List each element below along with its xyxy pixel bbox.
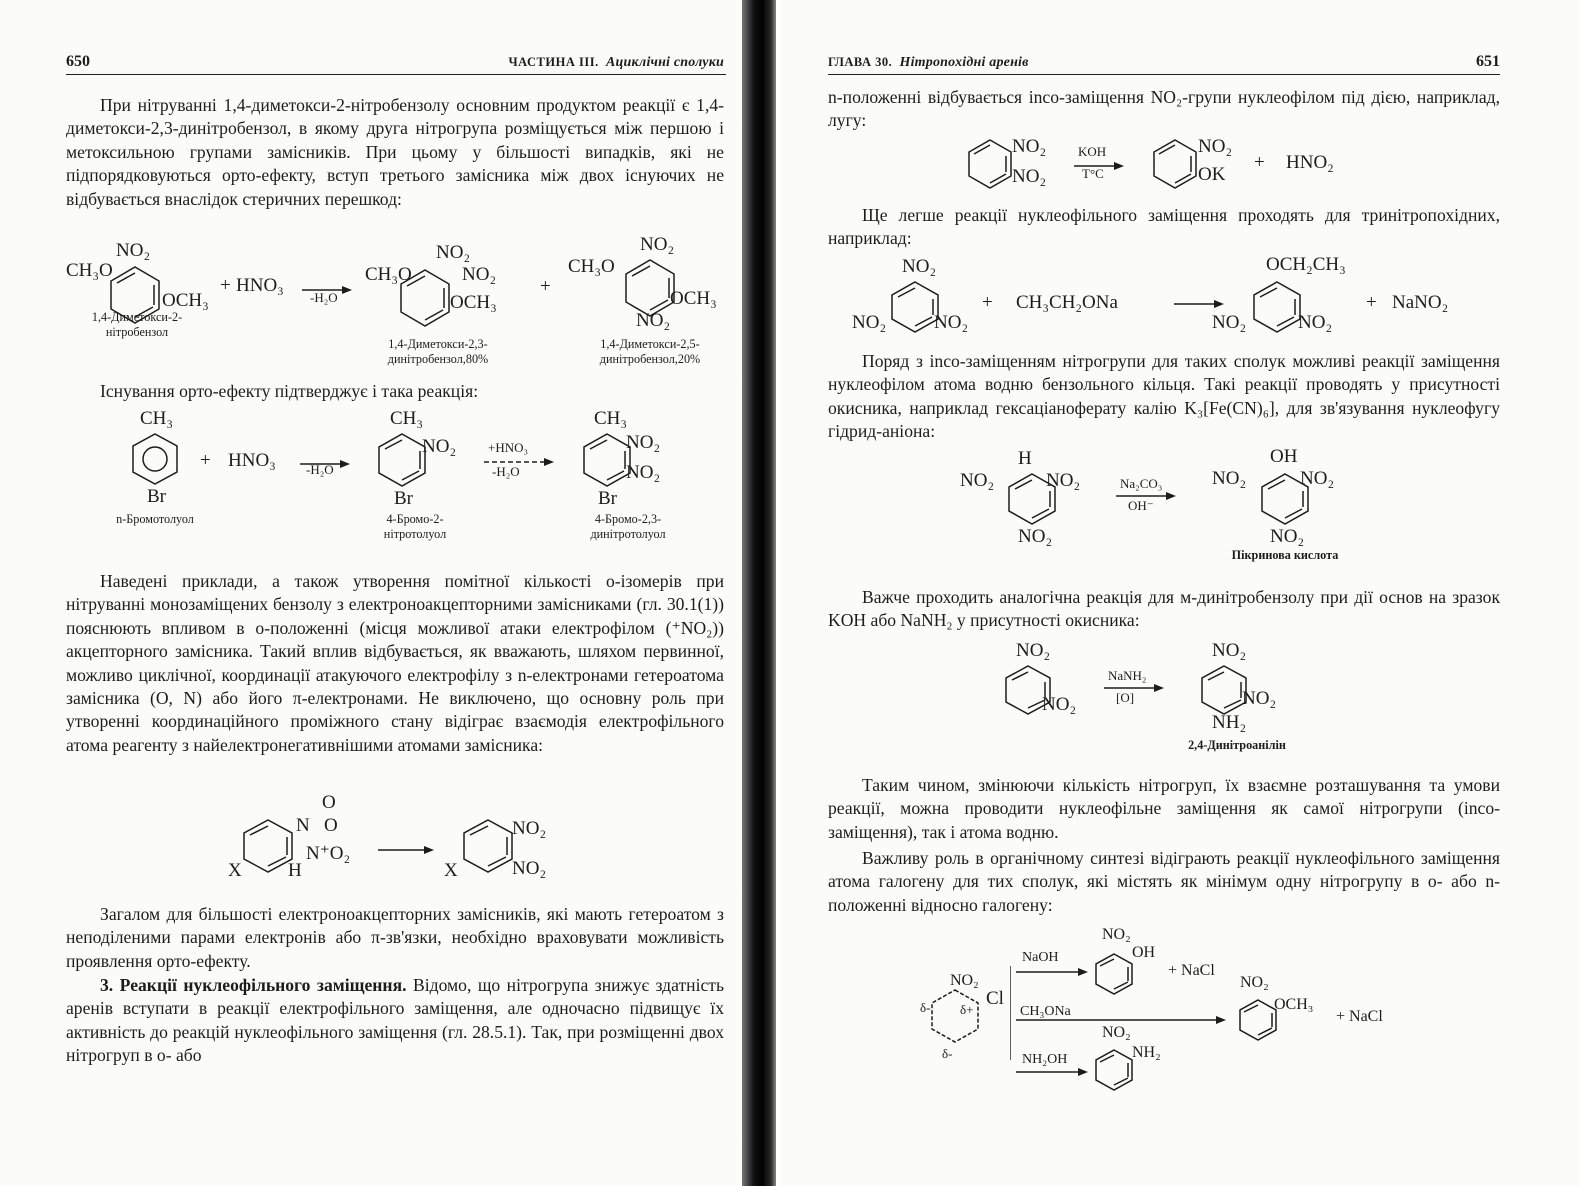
ch3o-label: CH₃O (66, 260, 113, 281)
no2-label: NO₂ (950, 972, 979, 989)
plus-sign: + (200, 450, 211, 471)
no2-label: NO₂ (934, 312, 969, 333)
reactant-caption: 1,4-Диметокси-2-нітробензол (91, 310, 183, 339)
right-paragraph-2: Ще легше реакції нуклеофільного заміщення проходять для тринітропохідних, наприклад: (828, 205, 1500, 249)
right-paragraph-6: Важливу роль в органічному синтезі відіграють реакції нуклеофільного заміщення атома галогену для тих сполук, які містять як мінімум одну нітрогрупу в o- або n-положенні відносно галогену: (828, 848, 1500, 915)
reagent-top: Na₂CO₃ (1120, 476, 1163, 491)
o-label: O (324, 815, 338, 836)
x-label: X (228, 860, 242, 881)
left-paragraph-3: Наведені приклади, а також утворення помітної кількості o-ізомерів при нітруванні монозаміщених бензолу з електроноакцепторними замісниками (гл. 30.1(1)) пояснюють впливом в o-положенні (місця можливої атаки електрофілом (⁺NO₂)) акцепторного замісника. Такий вплив відбувається, як вважають, шляхом первинної, можливо циклічної, координації атакуючого електрофілу з n-електронами гетероатома замісника (O, N) або його π-електронами. Не виключено, що основну роль при утворенні координаційного проміжного стану відіграє взаємодія електрофільного атома реагенту з найелектронегативнішими атомами замісника: (66, 571, 724, 755)
right-paragraph-3: Поряд з іnсо-заміщенням нітрогрупи для таких сполук можливі реакції заміщення нуклеофілом атома водню бензольного кільця. Такі реакції проводять у присутності окисника, наприклад гексаціаноферату калію K₃[Fe(CN)₆], для зв'язування нуклеофугу гідрид-аніона: (828, 351, 1500, 442)
benzene-ring-8 (460, 818, 516, 874)
ch3ona-reagent: CH₃ONa (1020, 1004, 1071, 1019)
plus-sign: + (540, 276, 551, 297)
benzene-ring-5 (375, 432, 429, 488)
no2-label: NO₂ (636, 310, 671, 331)
ok-label: OK (1198, 164, 1226, 185)
nacl-label: + NaCl (1168, 962, 1215, 979)
section-heading: 3. Реакції нуклеофільного заміщення. (100, 975, 407, 995)
reaction-arrow (1016, 966, 1088, 978)
ch3-label: CH₃ (390, 408, 424, 429)
delta-minus-label: δ- (920, 1000, 931, 1015)
no2-label: NO₂ (1242, 688, 1277, 709)
h-label: H (1018, 448, 1032, 469)
no2-label: NO₂ (512, 818, 547, 839)
koh-reagent: KOH (1078, 144, 1107, 159)
benzene-ring-r10 (1092, 952, 1136, 996)
plus-sign: + (1254, 152, 1265, 173)
och3-label: OCH₃ (450, 292, 497, 313)
no2-label: NO₂ (1270, 526, 1305, 547)
br-label: Br (147, 486, 166, 507)
no2-label: NO₂ (1300, 468, 1335, 489)
h-label: H (288, 860, 302, 881)
left-paragraph-4: Загалом для більшості електроноакцепторних замісників, які мають гетероатом з неподіленими парами електронів або π-зв'язки, необхідно враховувати можливість проявлення орто-ефекту. (66, 904, 724, 971)
nano2-label: NaNO₂ (1392, 292, 1449, 313)
reagent-bottom: OH⁻ (1128, 498, 1154, 513)
no2-label: NO₂ (960, 470, 995, 491)
reaction-arrow (378, 844, 434, 856)
left-paragraph-2: Існування орто-ефекту підтверджує і така реакція: (100, 381, 479, 401)
no2-label: NO₂ (1016, 640, 1051, 661)
reaction-arrow (1016, 1066, 1088, 1078)
reagent-bottom: -H₂O (492, 464, 520, 479)
nacl-label: + NaCl (1336, 1008, 1383, 1025)
reagent-top: +HNO₃ (488, 440, 529, 455)
no2-label: NO₂ (902, 256, 937, 277)
no2-label: NO₂ (1212, 312, 1247, 333)
n-label: N (296, 815, 310, 836)
x-label: X (444, 860, 458, 881)
no2-label: NO₂ (1198, 136, 1233, 157)
no2-label: NO₂ (422, 436, 457, 457)
o-label: O (322, 792, 336, 813)
no2-label: NO₂ (626, 432, 661, 453)
no2-label: NO₂ (116, 240, 151, 261)
no2-label: NO₂ (1018, 526, 1053, 547)
reagent-bottom: [O] (1116, 690, 1135, 705)
delta-plus-label: δ+ (960, 1002, 974, 1017)
br-label: Br (394, 488, 413, 509)
benzene-ring-r1 (965, 138, 1015, 188)
right-chapter-title: ГЛАВА 30. Нітропохідні аренів (828, 55, 1029, 70)
ethoxide-reagent: CH₃CH₂ONa (1016, 292, 1118, 313)
right-running-head (828, 52, 1500, 75)
no2-label: NO₂ (852, 312, 887, 333)
no2-label: NO₂ (512, 858, 547, 879)
benzene-ring-r12 (1092, 1048, 1136, 1092)
no2-label: NO₂ (1298, 312, 1333, 333)
left-paragraph-1: При нітруванні 1,4-диметокси-2-нітробензолу основним продуктом реакції є 1,4-диметокси-2,3-динітробензол, в якому друга нітрогрупа розміщується між першою і метоксильною групами замісників. При цьому у більшості випадків, які не підпорядковуються орто-ефекту, вступ третього замісника між двох існуючих не відбувається внаслідок стеричних перешкод: (66, 95, 724, 209)
reactant-caption: n-Бромотолуол (116, 512, 194, 526)
no2-label: NO₂ (1042, 694, 1077, 715)
no2-label: NO₂ (640, 234, 675, 255)
no2-label: NO₂ (462, 264, 497, 285)
och3-label: OCH₃ (670, 288, 717, 309)
br-label: Br (598, 488, 617, 509)
no2-label: NO₂ (1240, 974, 1269, 991)
naoh-reagent: NaOH (1022, 950, 1059, 965)
plus-sign: + (220, 275, 231, 296)
och3-label: OCH₃ (162, 290, 209, 311)
reagent-top: NaNH₂ (1108, 668, 1147, 683)
oh-label: OH (1132, 944, 1156, 961)
minus-h2o-label: -H₂O (306, 462, 334, 477)
no2-label: NO₂ (1012, 136, 1047, 157)
no2-label: NO₂ (436, 242, 471, 263)
no2-label: NO₂ (1102, 926, 1131, 943)
no2-label: NO₂ (1102, 1024, 1131, 1041)
book-spine (742, 0, 776, 1186)
right-paragraph-5: Таким чином, змінюючи кількість нітрогруп, їх взаємне розташування та умови реакції, можна проводити нуклеофільне заміщення як самої нітрогрупи (іnсо-заміщення), так і атома водню. (828, 775, 1500, 842)
ch3o-label: CH₃O (365, 264, 412, 285)
right-paragraph-1: n-положенні відбувається іnсо-заміщення NO₂-групи нуклеофілом під дією, наприклад, лугу: (828, 87, 1500, 131)
benzene-ring-r4 (1250, 280, 1304, 334)
dinitroaniline-caption: 2,4-Динітроанілін (1188, 738, 1286, 752)
product1-caption: 4-Бромо-2-нітротолуол (383, 512, 447, 541)
ethoxy-label: OCH₂CH₃ (1266, 254, 1346, 275)
right-page (780, 0, 1580, 1186)
temperature-label: T°C (1082, 166, 1104, 181)
benzene-ring-r9 (928, 988, 982, 1044)
plus-sign: + (1366, 292, 1377, 313)
no2-label: NO₂ (1212, 468, 1247, 489)
no2-label: NO₂ (1046, 470, 1081, 491)
product2-caption: 4-Бромо-2,3-динітротолуол (590, 512, 666, 541)
nh2-label: NH₂ (1212, 712, 1247, 733)
left-paragraph-5: 3. Реакції нуклеофільного заміщення. Відомо, що нітрогрупа знижує здатність аренів вступати в реакції електрофільного заміщення, але одночасно підвищує їх активність до реакцій нуклеофільного заміщення (гл. 28.5.1). Так, при розміщенні двох нітрогруп в o- або (66, 975, 724, 1066)
no2-label: NO₂ (1212, 640, 1247, 661)
picric-acid-caption: Пікринова кислота (1231, 548, 1339, 562)
ch3-label: CH₃ (594, 408, 628, 429)
nh2-label: NH₂ (1132, 1044, 1161, 1061)
benzene-ring-4 (130, 432, 180, 486)
nh2oh-reagent: NH₂OH (1022, 1052, 1068, 1067)
no2-label: NO₂ (626, 462, 661, 483)
oh-label: OH (1270, 446, 1298, 467)
ch3o-label: CH₃O (568, 256, 615, 277)
benzene-ring-r2 (1150, 138, 1200, 188)
left-page-number: 650 (66, 53, 90, 70)
minus-h2o-label: -H₂O (310, 290, 338, 305)
left-page (0, 0, 750, 1186)
reaction-arrow (1174, 298, 1224, 310)
delta-minus-label: δ- (942, 1046, 953, 1061)
cl-label: Cl (986, 988, 1004, 1009)
product2-caption: 1,4-Диметокси-2,5-динітробензол,20% (599, 337, 701, 366)
och3-label: OCH₃ (1274, 996, 1314, 1013)
hno2-label: HNO₂ (1286, 152, 1334, 173)
n-plus-o2-label: N⁺O₂ (306, 843, 351, 864)
no2-label: NO₂ (1012, 166, 1047, 187)
ch3-label: CH₃ (140, 408, 174, 429)
plus-sign: + (982, 292, 993, 313)
left-part-title: ЧАСТИНА III. Ациклічні сполуки (508, 55, 724, 70)
left-running-head (66, 52, 726, 75)
right-paragraph-4: Важче проходить аналогічна реакція для м-динітробензолу при дії основ на зразок KOH або NaNH₂ у присутності окисника: (828, 587, 1500, 631)
product1-caption: 1,4-Диметокси-2,3-динітробензол,80% (387, 337, 489, 366)
right-page-number: 651 (1476, 53, 1500, 70)
hno3-label: HNO₃ (236, 275, 284, 296)
hno3-label: HNO₃ (228, 450, 276, 471)
